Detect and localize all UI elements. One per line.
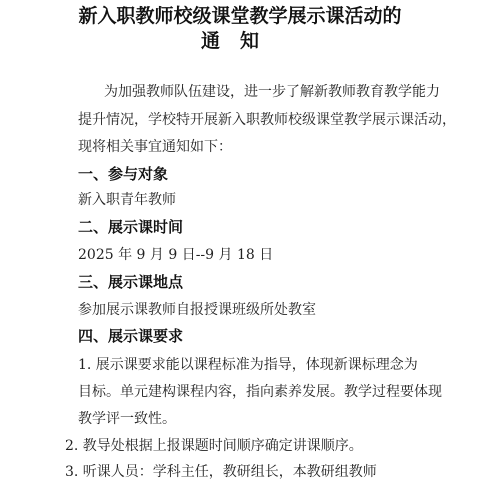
document-subtitle: 通知 (200, 30, 279, 52)
requirement-line-4: 2. 教导处根据上报课题时间顺序确定讲课顺序。 (65, 438, 363, 454)
section-heading-time: 二、展示课时间 (78, 218, 184, 236)
location-text: 参加展示课教师自报授课班级所处教室 (78, 302, 316, 318)
requirement-line-1: 1. 展示课要求能以课程标准为指导，体现新课标理念为 (78, 357, 418, 373)
section-heading-requirements: 四、展示课要求 (78, 327, 184, 345)
intro-line-3: 现将相关事宜通知如下： (78, 139, 232, 155)
section-heading-location: 三、展示课地点 (78, 273, 184, 291)
intro-line-2: 提升情况，学校特开展新入职教师校级课堂教学展示课活动， (78, 112, 456, 128)
intro-line-1: 为加强教师队伍建设，进一步了解新教师教育教学能力 (104, 84, 440, 100)
time-text: 2025 年 9 月 9 日--9 月 18 日 (78, 247, 274, 263)
section-heading-participants: 一、参与对象 (78, 165, 169, 183)
requirement-line-2: 目标。单元建构课程内容，指向素养发展。教学过程要体现 (78, 384, 442, 400)
requirement-line-3: 教学评一致性。 (78, 411, 176, 427)
participants-text: 新入职青年教师 (78, 192, 176, 208)
document-title: 新入职教师校级课堂教学展示课活动的 (78, 5, 402, 27)
requirement-line-5: 3. 听课人员：学科主任，教研组长，本教研组教师 (65, 464, 377, 480)
